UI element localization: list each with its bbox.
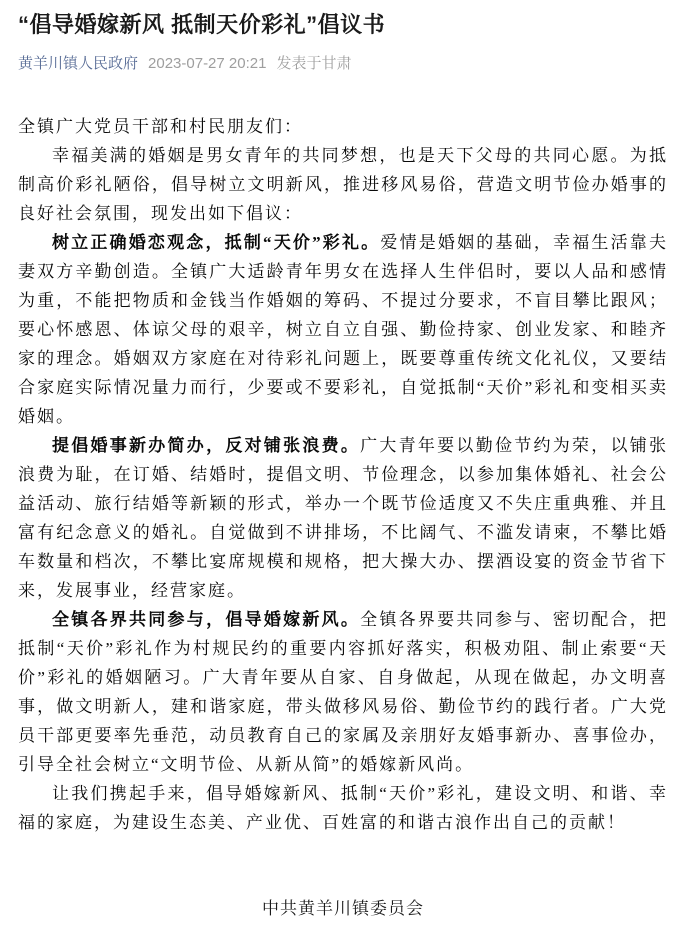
paragraph-lead: 树立正确婚恋观念，抵制“天价”彩礼。 (52, 232, 381, 252)
paragraph-text: 全镇各界要共同参与、密切配合，把抵制“天价”彩礼作为村规民约的重要内容抓好落实，积极劝阻、制止索要“天价”彩礼的婚姻陋习。广大青年要从自家、自身做起，从现在做起，办文明喜事，做文明新人，建和谐家庭，带头做移风易俗、勤俭节约的践行者。广大党员干部更要率先垂范，动员教育自己的家属及亲朋好友婚事新办、喜事俭办，引导全社会树立“文明节俭、从新从简”的婚嫁新风尚。 (18, 609, 669, 774)
article-body (18, 112, 668, 923)
publish-time: 2023-07-27 20:21 (148, 54, 267, 72)
publish-location: 发表于甘肃 (276, 54, 352, 72)
article-meta (18, 54, 668, 74)
article-title: “倡导婚嫁新风 抵制天价彩礼”倡议书 (18, 12, 386, 37)
paragraph-lead: 全镇各界共同参与，倡导婚嫁新风。 (52, 609, 361, 629)
paragraph-intro (18, 141, 668, 228)
paragraph-closing (18, 779, 668, 837)
signature: 中共黄羊川镇委员会 (262, 898, 424, 918)
paragraph-text: 广大青年要以勤俭节约为荣，以铺张浪费为耻，在订婚、结婚时，提倡文明、节俭理念，以参加集体婚礼、社会公益活动、旅行结婚等新颖的形式，举办一个既节俭适度又不失庄重典雅、并且富有纪念意义的婚礼。自觉做到不讲排场，不比阔气、不滥发请柬，不攀比婚车数量和档次，不攀比宴席规模和规格，把大操大办、摆酒设宴的资金节省下来，发展事业，经营家庭。 (18, 435, 669, 600)
paragraph-text: 让我们携起手来，倡导婚嫁新风、抵制“天价”彩礼，建设文明、和谐、幸福的家庭，为建设生态美、产业优、百姓富的和谐古浪作出自己的贡献！ (18, 783, 668, 832)
paragraph-lead: 提倡婚事新办简办，反对铺张浪费。 (52, 435, 361, 455)
account-name-link[interactable]: 黄羊川镇人民政府 (18, 54, 139, 72)
paragraph-text: 幸福美满的婚姻是男女青年的共同梦想，也是天下父母的共同心愿。为抵制高价彩礼陋俗，倡导树立文明新风，推进移风易俗，营造文明节俭办婚事的良好社会氛围，现发出如下倡议： (18, 145, 668, 223)
paragraph-text: 爱情是婚姻的基础，幸福生活靠夫妻双方辛勤创造。全镇广大适龄青年男女在选择人生伴侣时，要以人品和感情为重，不能把物质和金钱当作婚姻的筹码、不提过分要求，不盲目攀比跟风；要心怀感恩、体谅父母的艰辛，树立自立自强、勤俭持家、创业发家、和睦齐家的理念。婚姻双方家庭在对待彩礼问题上，既要尊重传统文化礼仪，又要结合家庭实际情况量力而行，少要或不要彩礼，自觉抵制“天价”彩礼和变相买卖婚姻。 (18, 232, 668, 426)
paragraph-point-2 (18, 431, 668, 605)
paragraph-point-1 (18, 228, 668, 431)
paragraph-point-3 (18, 605, 668, 779)
salutation: 全镇广大党员干部和村民朋友们： (18, 116, 303, 136)
